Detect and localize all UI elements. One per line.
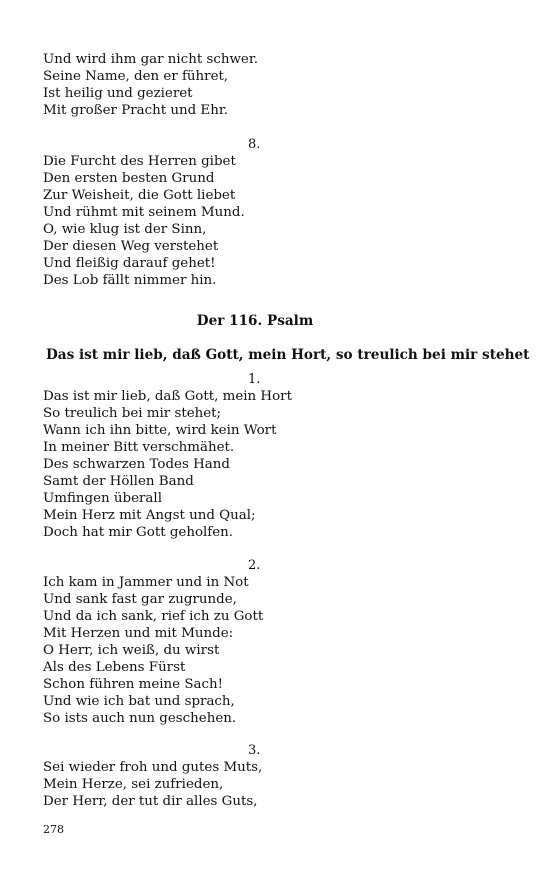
verse-line: Wann ich ihn bitte, wird kein Wort (43, 423, 277, 438)
verse-line: Doch hat mir Gott geholfen. (43, 525, 234, 540)
verse-line: Und da ich sank, rief ich zu Gott (43, 609, 264, 624)
verse-line: Schon führen meine Sach! (43, 677, 224, 692)
verse-line: Und fleißig darauf gehet! (43, 256, 216, 271)
verse-line: O, wie klug ist der Sinn, (43, 222, 207, 237)
verse-line: O Herr, ich weiß, du wirst (43, 643, 220, 658)
verse-line: Als des Lebens Fürst (43, 660, 186, 675)
verse-line: Ist heilig und gezieret (43, 86, 193, 101)
verse-line: Sei wieder froh und gutes Muts, (43, 760, 263, 775)
psalm-subtitle: Das ist mir lieb, daß Gott, mein Hort, so treulich bei mir stehet (46, 347, 530, 363)
page-number: 278 (43, 823, 64, 836)
verse-line: Und wird ihm gar nicht schwer. (43, 52, 259, 67)
verse-line: Umfingen überall (43, 491, 162, 506)
verse-line: Ich kam in Jammer und in Not (43, 575, 249, 590)
psalm-title: Der 116. Psalm (196, 313, 314, 329)
verse-line: Und rühmt mit seinem Mund. (43, 205, 245, 220)
verse-line: Mit großer Pracht und Ehr. (43, 103, 229, 118)
stanza-number: 2. (248, 558, 261, 573)
verse-line: Die Furcht des Herren gibet (43, 154, 236, 169)
verse-line: Und sank fast gar zugrunde, (43, 592, 237, 607)
verse-line: Des Lob fällt nimmer hin. (43, 273, 217, 288)
verse-line: So treulich bei mir stehet; (43, 406, 222, 421)
verse-line: Der Herr, der tut dir alles Guts, (43, 794, 258, 809)
verse-line: Der diesen Weg verstehet (43, 239, 219, 254)
verse-line: Mein Herz mit Angst und Qual; (43, 508, 256, 523)
verse-line: Den ersten besten Grund (43, 171, 215, 186)
verse-line: Des schwarzen Todes Hand (43, 457, 230, 472)
verse-line: Das ist mir lieb, daß Gott, mein Hort (43, 389, 292, 404)
stanza-number: 8. (248, 137, 261, 152)
stanza-number: 3. (248, 743, 261, 758)
verse-line: Mit Herzen und mit Munde: (43, 626, 234, 641)
verse-line: Seine Name, den er führet, (43, 69, 229, 84)
verse-line: So ists auch nun geschehen. (43, 711, 237, 726)
verse-line: Mein Herze, sei zufrieden, (43, 777, 224, 792)
verse-line: Samt der Höllen Band (43, 474, 194, 489)
verse-line: Zur Weisheit, die Gott liebet (43, 188, 236, 203)
verse-line: Und wie ich bat und sprach, (43, 694, 235, 709)
verse-line: In meiner Bitt verschmähet. (43, 440, 235, 455)
stanza-number: 1. (248, 372, 261, 387)
